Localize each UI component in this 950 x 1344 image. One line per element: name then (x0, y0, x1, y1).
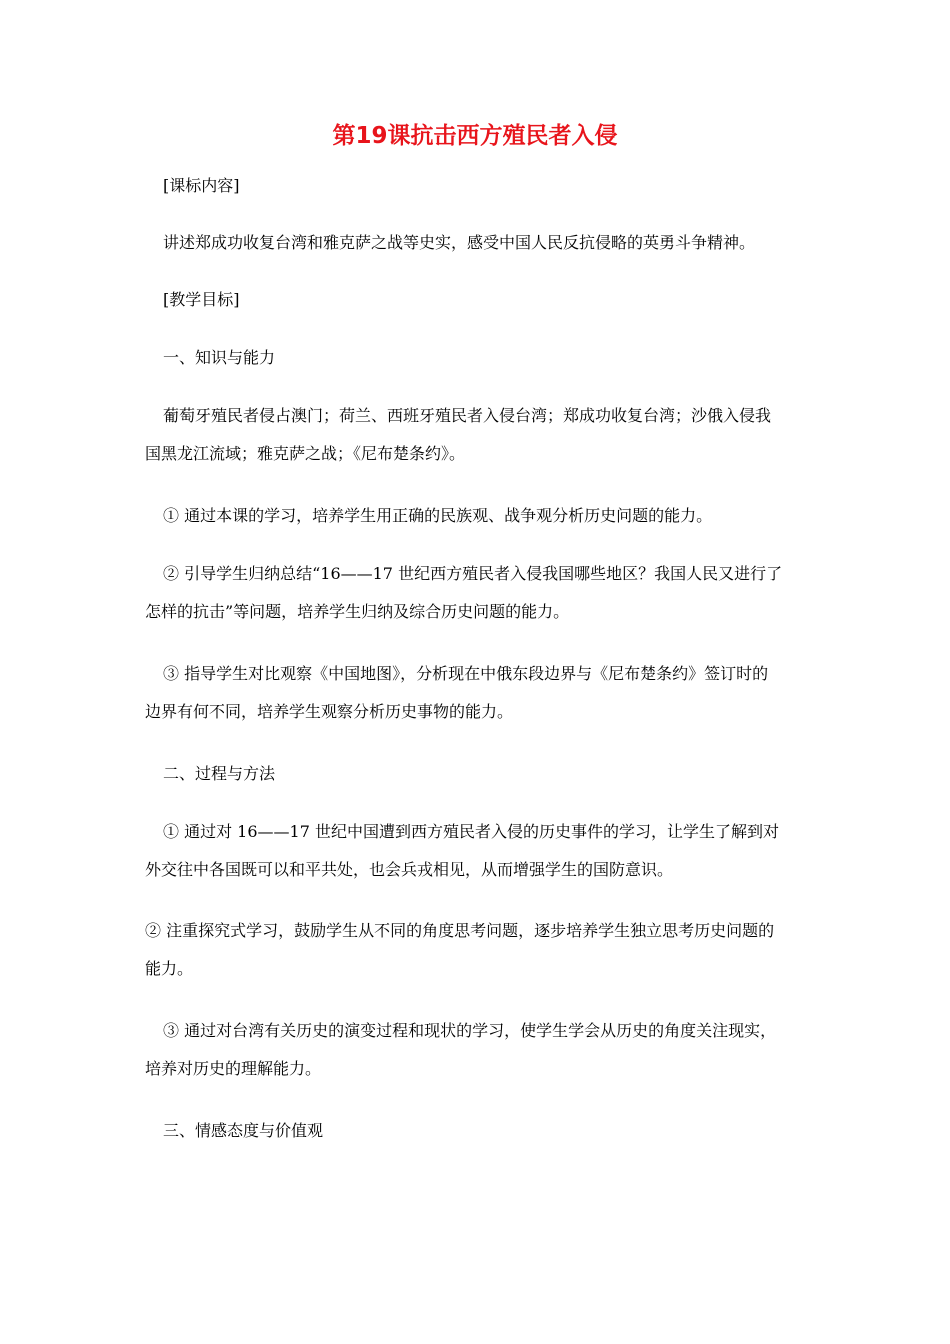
section-heading-standard: [课标内容] (163, 176, 240, 195)
paragraph-process-goal-1: ① 通过对 16——17 世纪中国遭到西方殖民者入侵的历史事件的学习，让学生了解到对 外交往中各国既可以和平共处，也会兵戎相见，从而增强学生的国防意识。 (145, 822, 779, 879)
paragraph-knowledge-body: 葡萄牙殖民者侵占澳门；荷兰、西班牙殖民者入侵台湾；郑成功收复台湾；沙俄入侵我 国黑龙江流域；雅克萨之战；《尼布楚条约》。 (145, 406, 772, 463)
paragraph-process-goal-2: ② 注重探究式学习，鼓励学生从不同的角度思考问题，逐步培养学生独立思考历史问题的 能力。 (145, 921, 775, 978)
section-heading-goals: [教学目标] (163, 290, 240, 309)
paragraph-standard-content: 讲述郑成功收复台湾和雅克萨之战等史实，感受中国人民反抗侵略的英勇斗争精神。 (163, 233, 756, 252)
paragraph-knowledge-goal-3: ③ 指导学生对比观察《中国地图》，分析现在中俄东段边界与《尼布楚条约》签订时的 边界有何不同，培养学生观察分析历史事物的能力。 (145, 664, 769, 721)
paragraph-process-goal-3: ③ 通过对台湾有关历史的演变过程和现状的学习，使学生学会从历史的角度关注现实， 培养对历史的理解能力。 (145, 1021, 777, 1078)
page-title: 第19课抗击西方殖民者入侵 (332, 123, 618, 149)
subheading-emotion: 三、情感态度与价值观 (163, 1121, 324, 1140)
paragraph-knowledge-goal-1: ① 通过本课的学习，培养学生用正确的民族观、战争观分析历史问题的能力。 (163, 506, 713, 525)
paragraph-knowledge-goal-2: ② 引导学生归纳总结“16——17 世纪西方殖民者入侵我国哪些地区？我国人民又进行了 怎样的抗击”等问题，培养学生归纳及综合历史问题的能力。 (145, 564, 783, 621)
subheading-process: 二、过程与方法 (163, 764, 276, 783)
subheading-knowledge: 一、知识与能力 (163, 348, 276, 367)
